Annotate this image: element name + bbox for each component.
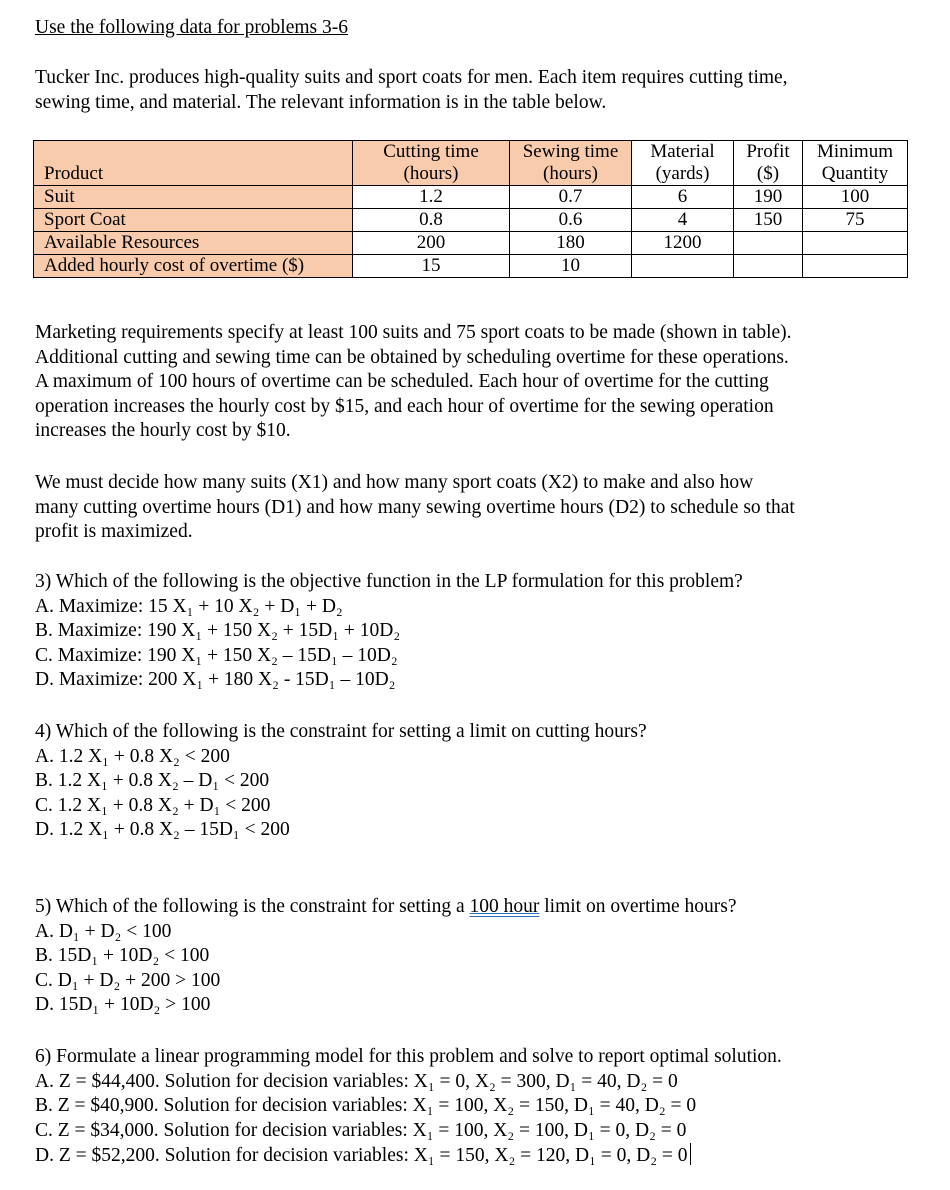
answer-option: B. 15D₁ + 10D₂ < 100	[35, 945, 210, 966]
question-text: 5) Which of the following is the constraint for setting a 100 hour limit on overtime hours?	[35, 896, 737, 917]
question-4	[35, 720, 647, 843]
table-row	[34, 255, 908, 278]
answer-option: D. 15D₁ + 10D₂ > 100	[35, 994, 211, 1015]
row-label: Suit	[34, 186, 353, 209]
page-heading: Use the following data for problems 3-6	[35, 17, 349, 38]
cell-profit	[734, 255, 803, 278]
answer-option: C. Z = $34,000. Solution for decision variables: X₁ = 100, X₂ = 100, D₁ = 0, D₂ = 0	[35, 1119, 687, 1141]
answer-option: A. Maximize: 15 X₁ + 10 X₂ + D₁ + D₂	[35, 595, 343, 617]
answer-option: A. Z = $44,400. Solution for decision variables: X₁ = 0, X₂ = 300, D₁ = 40, D₂ = 0	[35, 1070, 678, 1092]
answer-option: B. 1.2 X₁ + 0.8 X₂ – D₁ < 200	[35, 770, 270, 791]
marketing-line: operation increases the hourly cost by $15, and each hour of overtime for the sewing operation	[35, 395, 774, 417]
decide-line: profit is maximized.	[35, 521, 193, 542]
header-sewing: Sewing time (hours)	[510, 141, 632, 186]
header-profit: Profit ($)	[734, 141, 803, 186]
question-text: 3) Which of the following is the objective function in the LP formulation for this problem?	[35, 571, 743, 592]
marketing-line: Additional cutting and sewing time can be obtained by scheduling overtime for these operations.	[35, 346, 789, 368]
cell-sewing: 180	[510, 232, 632, 255]
answer-option: C. D₁ + D₂ + 200 > 100	[35, 969, 221, 991]
cell-cutting: 1.2	[353, 186, 510, 209]
answer-option: B. Z = $40,900. Solution for decision variables: X₁ = 100, X₂ = 150, D₁ = 40, D₂ = 0	[35, 1095, 697, 1116]
cell-cutting: 200	[353, 232, 510, 255]
table-header-row	[34, 141, 908, 186]
row-label: Sport Coat	[34, 209, 353, 232]
marketing-line: A maximum of 100 hours of overtime can be scheduled. Each hour of overtime for the cutting	[35, 371, 769, 392]
row-label: Added hourly cost of overtime ($)	[34, 255, 353, 278]
cell-minimum: 75	[803, 209, 908, 232]
cell-minimum: 100	[803, 186, 908, 209]
cell-sewing: 0.7	[510, 186, 632, 209]
cell-material	[632, 255, 734, 278]
marketing-line: increases the hourly cost by $10.	[35, 420, 291, 441]
question-text: 4) Which of the following is the constraint for setting a limit on cutting hours?	[35, 721, 647, 742]
decide-line: many cutting overtime hours (D1) and how many sewing overtime hours (D2) to schedule so that	[35, 496, 795, 518]
marketing-line: Marketing requirements specify at least 100 suits and 75 sport coats to be made (shown in table).	[35, 322, 792, 343]
cell-minimum	[803, 255, 908, 278]
cell-sewing: 10	[510, 255, 632, 278]
answer-option: D. Maximize: 200 X₁ + 180 X₂ - 15D₁ – 10D₂	[35, 669, 396, 690]
table-row	[34, 209, 908, 232]
cell-material: 1200	[632, 232, 734, 255]
text-cursor	[690, 1143, 692, 1165]
question-3	[35, 570, 743, 693]
table-row	[34, 186, 908, 209]
intro-line: sewing time, and material. The relevant information is in the table below.	[35, 91, 607, 113]
intro-line: Tucker Inc. produces high-quality suits and sport coats for men. Each item requires cutting time,	[35, 67, 788, 88]
answer-option: A. 1.2 X₁ + 0.8 X₂ < 200	[35, 745, 230, 767]
header-product: Product	[34, 141, 353, 186]
answer-option: D. Z = $52,200. Solution for decision variables: X₁ = 150, X₂ = 120, D₁ = 0, D₂ = 0	[35, 1143, 782, 1169]
header-minimum: Minimum Quantity	[803, 141, 908, 186]
data-table	[33, 140, 908, 278]
cell-material: 4	[632, 209, 734, 232]
answer-option: A. D₁ + D₂ < 100	[35, 920, 172, 942]
header-cutting: Cutting time (hours)	[353, 141, 510, 186]
answer-option: C. 1.2 X₁ + 0.8 X₂ + D₁ < 200	[35, 794, 271, 816]
answer-option: C. Maximize: 190 X₁ + 150 X₂ – 15D₁ – 10D₂	[35, 644, 398, 666]
cell-cutting: 15	[353, 255, 510, 278]
cell-material: 6	[632, 186, 734, 209]
cell-profit: 190	[734, 186, 803, 209]
question-6	[35, 1045, 782, 1169]
marketing-paragraph	[35, 321, 792, 444]
decide-paragraph	[35, 471, 795, 545]
row-label: Available Resources	[34, 232, 353, 255]
cell-minimum	[803, 232, 908, 255]
answer-option: B. Maximize: 190 X₁ + 150 X₂ + 15D₁ + 10D₂	[35, 620, 401, 641]
intro-paragraph	[35, 66, 788, 115]
question-text: 6) Formulate a linear programming model for this problem and solve to report optimal solution.	[35, 1046, 782, 1067]
decide-line: We must decide how many suits (X1) and how many sport coats (X2) to make and also how	[35, 472, 754, 493]
table-row	[34, 232, 908, 255]
cell-profit	[734, 232, 803, 255]
question-5	[35, 895, 737, 1018]
cell-profit: 150	[734, 209, 803, 232]
header-material: Material (yards)	[632, 141, 734, 186]
underlined-phrase: 100 hour	[469, 896, 540, 917]
cell-sewing: 0.6	[510, 209, 632, 232]
cell-cutting: 0.8	[353, 209, 510, 232]
answer-option: D. 1.2 X₁ + 0.8 X₂ – 15D₁ < 200	[35, 819, 290, 840]
